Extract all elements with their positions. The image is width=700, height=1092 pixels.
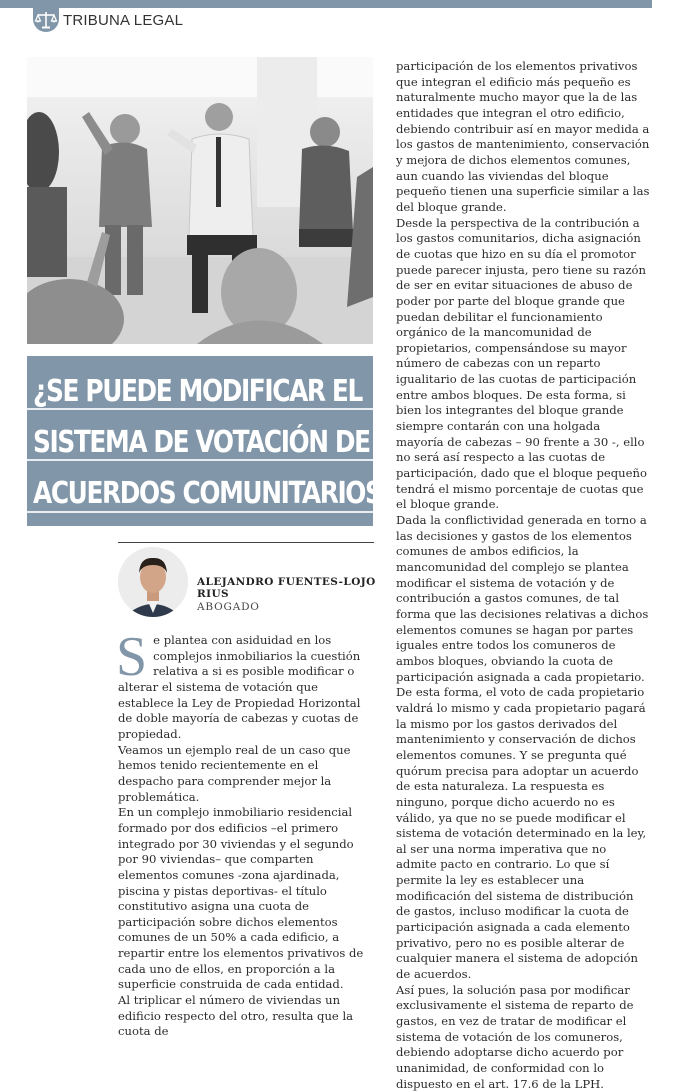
article-paragraph: Desde la perspectiva de la contribución a los gastos comunitarios, dicha asignación de cuotas que hizo en su día el promotor puede parecer injusta, pero tiene su razón de ser en evitar situaciones de abuso de poder por parte del bloque grande que puedan debilitar el funcionamiento orgánico de la mancomunidad de propietarios, compensándose su mayor número de cabezas con un reparto igualitario de las cuotas de participación entre ambos bloques. De esta forma, si bien los integrantes del bloque grande siempre contarán con una holgada mayoría de cabezas – 90 frente a 30 -, ello no será así respecto a las cuotas de participación, dado que el bloque pequeño tendrá el mismo porcentaje de cuotas que el bloque grande. — [396, 215, 647, 512]
article-paragraph: participación de los elementos privativos que integran el edificio más pequeño es naturalmente mucho mayor que la de las entidades que integran el otro edificio, debiendo contribuir así en mayor medida a los gastos de mantenimiento, conservación y mejora de dichos elementos comunes, aun cuando las viviendas del bloque pequeño tienen una superficie similar a las del bloque grande. — [396, 59, 650, 214]
author-name: ALEJANDRO FUENTES-LOJO RIUS — [197, 576, 376, 600]
headline-line-2-rest: DE — [327, 425, 370, 460]
article-paragraph: Así pues, la solución pasa por modificar exclusivamente el sistema de reparto de gastos, en vez de tratar de modificar el sistema de votación de los comuneros, debiendo adoptarse dicho acuerdo por unanimidad, de conformidad con lo dispuesto en el art. 17.6 de la LPH. — [396, 982, 634, 1091]
article-column-right — [396, 59, 650, 1092]
group-meeting-photo — [27, 57, 373, 344]
headline-line-1: ¿SE PUEDE MODIFICAR EL — [33, 374, 362, 409]
top-accent-bar — [0, 0, 652, 8]
author-avatar — [118, 547, 188, 617]
article-paragraph: Dada la conflictividad generada en torno a las decisiones y gastos de los elementos comunes de ambos edificios, la mancomunidad del complejo se plantea modificar el sistema de votación y de contribución a gastos comunes, de tal forma que las decisiones relativas a dichos elementos comunes se hagan por partes iguales entre todos los comuneros de ambos bloques, obviando la cuota de participación asignada a cada propietario. — [396, 513, 649, 684]
section-label: TRIBUNA LEGAL — [63, 12, 184, 29]
drop-cap: S — [116, 626, 148, 688]
article-paragraph: Al triplicar el número de viviendas un edificio respecto del otro, resulta que la cuota de — [118, 993, 354, 1039]
article-paragraph: Se plantea con asiduidad en los complejos inmobiliarios la cuestión relativa a si es posible modificar o alterar el sistema de votación que establece la Ley de Propiedad Horizontal de doble mayoría de cabezas y cuotas de propiedad. — [116, 626, 361, 741]
article-column-left — [116, 626, 370, 1040]
article-paragraph: Veamos un ejemplo real de un caso que hemos tenido recientemente en el despacho para comprender mejor la problemática. — [118, 742, 351, 804]
article-headline — [33, 366, 395, 519]
headline-line-2 — [33, 417, 370, 468]
headline-line-3: ACUERDOS COMUNITARIOS? — [33, 476, 395, 511]
article-paragraph: En un complejo inmobiliario residencial formado por dos edificios –el primero integrado por 30 viviendas y el segundo por 90 viviendas– que comparten elementos comunes -zona ajardinada, piscina y pistas deportivas- el título constitutivo asigna una cuota de participación sobre dichos elementos comunes de un 50% a cada edificio, a repartir entre los elementos privativos de cada uno de ellos, en proporción a la superficie construida de cada entidad. — [118, 805, 364, 992]
scales-of-justice-icon — [33, 8, 59, 32]
author-role: ABOGADO — [197, 601, 260, 613]
article-paragraph: De esta forma, el voto de cada propietario valdrá lo mismo y cada propietario pagará la mismo por los gastos derivados del mantenimiento y conservación de dichos elementos comunes. Y se pregunta qué quórum precisa para adoptar un acuerdo de esta naturaleza. La respuesta es ninguno, porque dicho acuerdo no es válido, ya que no se puede modificar el sistema de votación determinado en la ley, al ser una norma imperativa que no admite pacto en contrario. Lo que sí permite la ley es establecer una modificación del sistema de distribución de gastos, incluso modificar la cuota de participación asignada a cada elemento privativo, pero no es posible alterar de cualquier manera el sistema de adopción de acuerdos. — [396, 685, 647, 982]
author-divider — [118, 542, 374, 543]
headline-emphasis: SISTEMA DE VOTACIÓN — [33, 425, 328, 460]
